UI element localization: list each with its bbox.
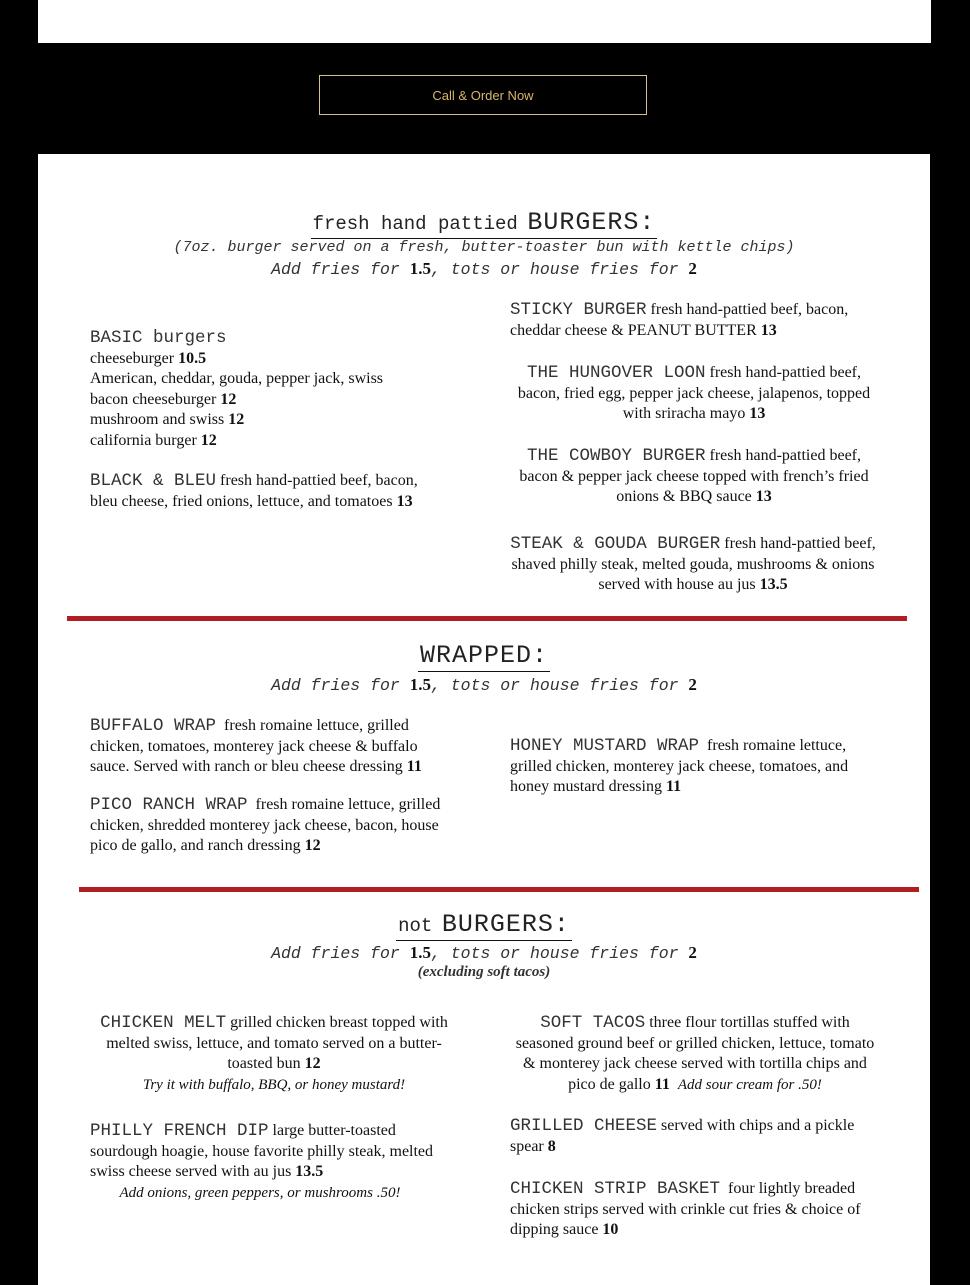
wrapped-addons: Add fries for 1.5, tots or house fries for 2 — [271, 675, 697, 695]
section-divider — [79, 887, 919, 892]
sticky-burger: STICKY BURGER fresh hand-pattied beef, bacon, cheddar cheese & PEANUT BUTTER 13 — [510, 300, 849, 339]
steak-gouda-burger: STEAK & GOUDA BURGER fresh hand-pattied beef, shaved philly steak, melted gouda, mushrooms & onions served with house au jus 13.5 — [510, 534, 876, 593]
grilled-cheese: GRILLED CHEESE served with chips and a pickle spear 8 — [510, 1116, 855, 1155]
not-burgers-addons: Add fries for 1.5, tots or house fries for 2 — [271, 943, 697, 963]
soft-tacos: SOFT TACOS three flour tortillas stuffed with seasoned ground beef or grilled chicken, lettuce, tomato & monterey jack cheese served with tortilla chips and pico de gallo 11 Add sour cream for .50! — [515, 1013, 875, 1093]
burgers-subtitle: (7oz. burger served on a fresh, butter-toaster bun with kettle chips) — [173, 239, 795, 256]
call-order-button[interactable]: Call & Order Now — [319, 75, 647, 115]
wrapped-section-title: WRAPPED: — [419, 641, 549, 670]
not-burgers-section-title: not BURGERS: — [398, 910, 570, 939]
honey-mustard-wrap: HONEY MUSTARD WRAP fresh romaine lettuce, grilled chicken, monterey jack cheese, tomatoes, and honey mustard dressing 11 — [510, 736, 849, 795]
menu-image — [38, 154, 930, 1285]
exclusion-note: (excluding soft tacos) — [417, 964, 551, 980]
top-white-strip — [38, 0, 931, 43]
chicken-strip-basket: CHICKEN STRIP BASKET four lightly breaded chicken strips served with crinkle cut fries & choice of dipping sauce 10 — [510, 1179, 861, 1238]
black-bleu-burger: BLACK & BLEU fresh hand-pattied beef, bacon, bleu cheese, fried onions, lettuce, and tomatoes 13 — [90, 471, 418, 510]
burgers-addons: Add fries for 1.5, tots or house fries for 2 — [271, 259, 697, 279]
pico-ranch-wrap: PICO RANCH WRAP fresh romaine lettuce, grilled chicken, shredded monterey jack cheese, bacon, house pico de gallo, and ranch dressing 12 — [90, 795, 441, 854]
buffalo-wrap: BUFFALO WRAP fresh romaine lettuce, grilled chicken, tomatoes, monterey jack cheese & buffalo sauce. Served with ranch or bleu cheese dressing 11 — [90, 716, 422, 775]
section-divider — [67, 616, 907, 621]
burgers-section-title: fresh hand pattied BURGERS: — [312, 208, 656, 237]
philly-french-dip: PHILLY FRENCH DIP large butter-toasted sourdough hoagie, house favorite philly steak, melted swiss cheese served with au jus 13.5 Add onions, green peppers, or mushrooms .50! — [90, 1121, 434, 1201]
basic-burgers: BASIC burgers cheeseburger 10.5 American, cheddar, gouda, pepper jack, swiss bacon cheeseburger 12 mushroom and swiss 12 california burger 12 — [90, 328, 384, 449]
chicken-melt: CHICKEN MELT grilled chicken breast topped with melted swiss, lettuce, and tomato served on a butter-toasted bun 12 Try it with buffalo, BBQ, or honey mustard! — [100, 1013, 448, 1093]
hungover-loon-burger: THE HUNGOVER LOON fresh hand-pattied beef, bacon, fried egg, pepper jack cheese, jalapenos, topped with sriracha mayo 13 — [517, 363, 871, 422]
cowboy-burger: THE COWBOY BURGER fresh hand-pattied beef, bacon & pepper jack cheese topped with french’s fried onions & BBQ sauce 13 — [519, 446, 869, 505]
